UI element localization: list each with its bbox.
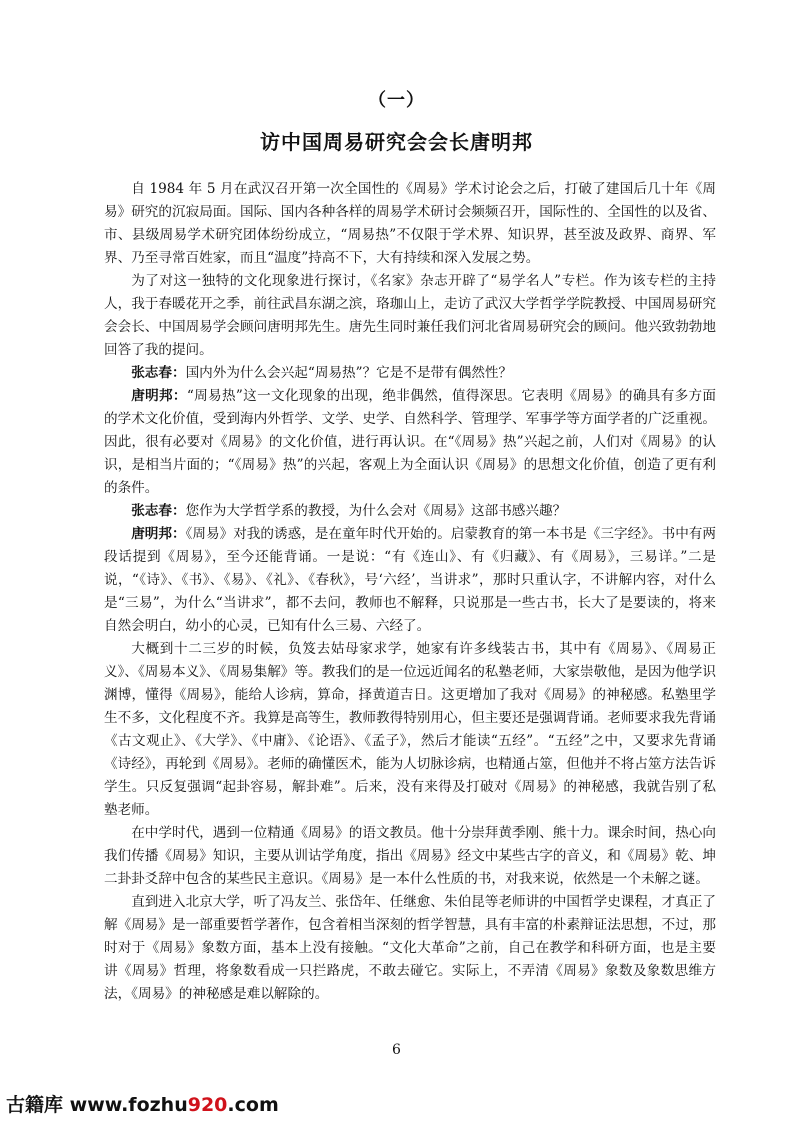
site-url-suffix: .com	[227, 1094, 279, 1116]
site-url-accent: 920	[187, 1094, 228, 1116]
paragraph	[104, 523, 716, 638]
speaker-label: 唐明邦：	[131, 388, 187, 404]
speaker-label: 张志春：	[131, 503, 186, 519]
paragraph	[104, 385, 716, 500]
page-number: 6	[392, 1042, 401, 1058]
speaker-label: 张志春：	[131, 365, 186, 381]
paragraph	[104, 362, 716, 385]
paragraph-text: 大概到十二三岁的时候，负笈去姑母家求学，她家有许多线装古书，其中有《周易》、《周易正义》、《周易本义》、《周易集解》等。教我们的是一位远近闻名的私塾老师，大家崇敬他，是因为他学识渊博，懂得《周易》，能给人诊病，算命，择黄道吉日。这更增加了我对《周易》的神秘感。私塾里学生不多，文化程度不齐。我算是高等生，教师教得特别用心，但主要还是强调背诵。老师要求我先背诵《古文观止》、《大学》、《中庸》、《论语》、《孟子》，然后才能读“五经”。“五经”之中，又要求先背诵《诗经》，再轮到《周易》。老师的确懂医术，能为人切脉诊病，也精通占筮，但他并不将占筮方法告诉学生。只反复强调“起卦容易，解卦难”。后来，没有来得及打破对《周易》的神秘感，我就告别了私塾老师。	[104, 641, 716, 818]
paragraph-text: 国内外为什么会兴起“周易热”？它是不是带有偶然性？	[185, 365, 513, 381]
paragraph-text: 直到进入北京大学，听了冯友兰、张岱年、任继愈、朱伯昆等老师讲的中国哲学史课程，才真正了解《周易》是一部重要哲学著作，包含着相当深刻的哲学智慧，具有丰富的朴素辩证法思想，不过，那时对于《周易》象数方面，基本上没有接触。“文化大革命”之前，自己在教学和科研方面，也是主要讲《周易》哲理，将象数看成一只拦路虎，不敢去碰它。实际上，不弄清《周易》象数及象数思维方法，《周易》的神秘感是难以解除的。	[104, 894, 716, 1002]
site-url-prefix: www.fozhu	[69, 1094, 188, 1116]
site-watermark	[6, 1090, 279, 1117]
paragraph	[104, 638, 716, 822]
paragraph	[104, 822, 716, 891]
site-name: 古籍库	[6, 1094, 64, 1116]
paragraph-text: 您作为大学哲学系的教授，为什么会对《周易》这部书感兴趣？	[185, 503, 567, 519]
paragraph-text: 自 1984 年 5 月在武汉召开第一次全国性的《周易》学术讨论会之后，打破了建国后几十年《周易》研究的沉寂局面。国际、国内各种各样的周易学术研讨会频频召开，国际性的、全国性的以及省、市、县级周易学术研究团体纷纷成立，“周易热”不仅限于学术界、知识界，甚至波及政界、商界、军界、乃至寻常百姓家，而且“温度”持高不下，大有持续和深入发展之势。	[104, 181, 716, 266]
section-number: （一）	[368, 90, 425, 111]
paragraph-text: 《周易》对我的诱惑，是在童年时代开始的。启蒙教育的第一本书是《三字经》。书中有两段话提到《周易》，至今还能背诵。一是说：“有《连山》、有《归藏》、有《周易》，三易详。”二是说，“《诗》、《书》、《易》、《礼》、《春秋》，号‘六经’，当讲求”，那时只重认字，不讲解内容，对什么是“三易”，为什么“当讲求”，都不去问，教师也不解释，只说那是一些古书，长大了是要读的，将来自然会明白，幼小的心灵，已知有什么三易、六经了。	[104, 526, 716, 634]
paragraph-text: 在中学时代，遇到一位精通《周易》的语文教员。他十分崇拜黄季刚、熊十力。课余时间，热心向我们传播《周易》知识，主要从训诂学角度，指出《周易》经文中某些古字的音义，和《周易》乾、坤二卦卦爻辞中包含的某些民主意识。《周易》是一本什么性质的书，对我来说，依然是一个未解之谜。	[104, 825, 716, 887]
paragraph	[104, 270, 716, 362]
speaker-label: 唐明邦：	[131, 526, 186, 542]
paragraph	[104, 891, 716, 1006]
page-title: 访中国周易研究会会长唐明邦	[260, 130, 533, 154]
paragraph	[104, 500, 716, 523]
paragraph	[104, 178, 716, 270]
paragraph-text: 为了对这一独特的文化现象进行探讨，《名家》杂志开辟了“易学名人”专栏。作为该专栏的主持人，我于春暖花开之季，前往武昌东湖之滨，珞珈山上，走访了武汉大学哲学学院教授、中国周易研究会会长、中国周易学会顾问唐明邦先生。唐先生同时兼任我们河北省周易研究会的顾问。他兴致勃勃地回答了我的提问。	[104, 273, 716, 358]
paragraph-text: “周易热”这一文化现象的出现，绝非偶然，值得深思。它表明《周易》的确具有多方面的学术文化价值，受到海内外哲学、文学、史学、自然科学、管理学、军事学等方面学者的广泛重视。因此，很有必要对《周易》的文化价值，进行再认识。在“《周易》热”兴起之前，人们对《周易》的认识，是相当片面的；“《周易》热”的兴起，客观上为全面认识《周易》的思想文化价值，创造了更有利的条件。	[104, 388, 716, 496]
article-body	[104, 178, 716, 1006]
